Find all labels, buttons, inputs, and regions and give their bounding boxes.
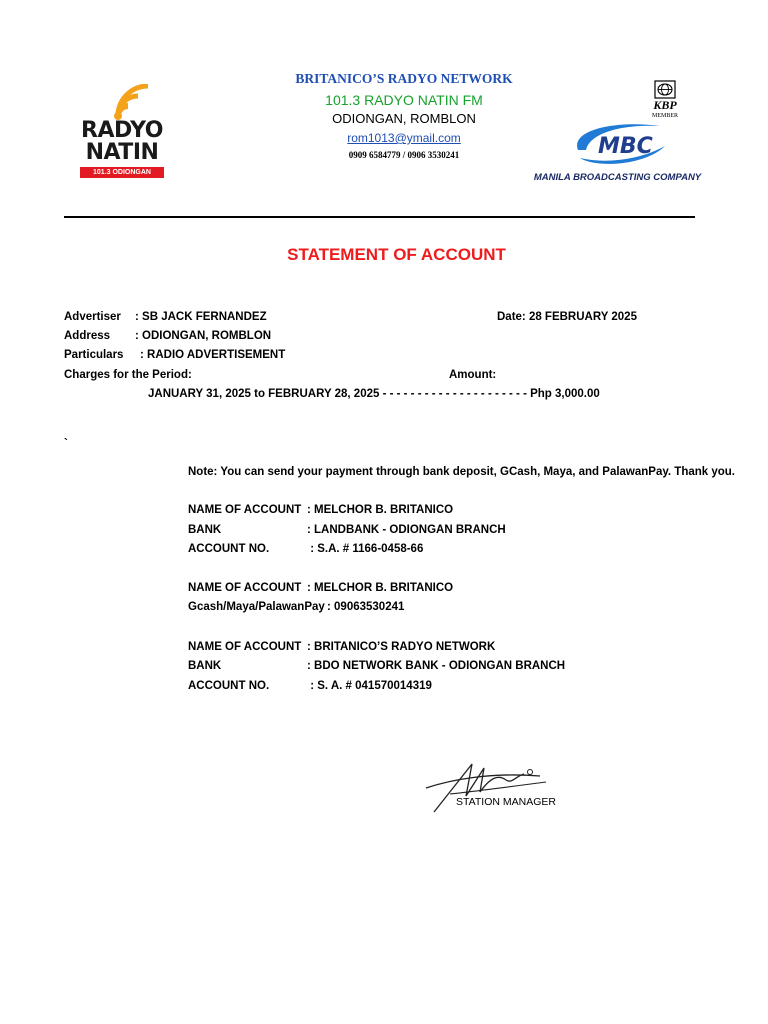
- kbp-member-caption: MEMBER: [651, 113, 678, 119]
- advertiser-value: : SB JACK FERNANDEZ: [135, 311, 267, 323]
- address-value: : ODIONGAN, ROMBLON: [135, 330, 272, 342]
- account-label: ACCOUNT NO.: [188, 543, 270, 555]
- signatory-title: STATION MANAGER: [456, 796, 556, 808]
- amount-label: Amount:: [449, 369, 497, 381]
- network-name: BRITANICO’S RADYO NETWORK: [295, 71, 513, 86]
- account-label: Gcash/Maya/PalawanPay: [188, 601, 325, 613]
- document-title: STATEMENT OF ACCOUNT: [287, 245, 506, 264]
- account-value: : MELCHOR B. BRITANICO: [307, 582, 454, 594]
- account-label: BANK: [188, 524, 222, 536]
- station-location: ODIONGAN, ROMBLON: [332, 111, 476, 126]
- header-divider: [64, 216, 695, 218]
- email-link[interactable]: rom1013@ymail.com: [347, 131, 461, 145]
- mbc-text: MBC: [598, 134, 653, 159]
- stray-mark: `: [64, 438, 68, 450]
- account-value: : MELCHOR B. BRITANICO: [307, 504, 454, 516]
- payment-note: Note: You can send your payment through bank deposit, GCash, Maya, and PalawanPay. Thank you.: [188, 466, 735, 478]
- charges-label: Charges for the Period:: [64, 369, 192, 381]
- account-value: : BDO NETWORK BANK - ODIONGAN BRANCH: [307, 660, 566, 672]
- account-label: NAME OF ACCOUNT: [188, 582, 302, 594]
- date-text: Date: 28 FEBRUARY 2025: [497, 311, 637, 323]
- account-label: ACCOUNT NO.: [188, 680, 270, 692]
- logo-text-natin: NATIN: [85, 140, 159, 165]
- station-name: 101.3 RADYO NATIN FM: [325, 92, 483, 108]
- account-label: NAME OF ACCOUNT: [188, 504, 302, 516]
- mbc-caption: MANILA BROADCASTING COMPANY: [533, 172, 702, 183]
- account-label: BANK: [188, 660, 222, 672]
- account-value: : S. A. # 041570014319: [307, 680, 432, 692]
- logo-frequency-band: 101.3 ODIONGAN: [80, 167, 164, 178]
- kbp-text: KBP: [653, 98, 677, 112]
- phone-numbers: 0909 6584779 / 0906 3530241: [348, 150, 460, 160]
- address-label: Address: [64, 330, 111, 342]
- account-value: : BRITANICO’S RADYO NETWORK: [307, 641, 496, 653]
- account-value: : 09063530241: [327, 601, 405, 613]
- particulars-value: : RADIO ADVERTISEMENT: [140, 349, 286, 361]
- advertiser-label: Advertiser: [64, 311, 121, 323]
- period-amount-line: JANUARY 31, 2025 to FEBRUARY 28, 2025 - - - - - - - - - - - - - - - - - - - - - Php 3,000.00: [148, 388, 600, 400]
- logo-text-radyo: RADYO: [81, 118, 163, 143]
- account-value: : LANDBANK - ODIONGAN BRANCH: [307, 524, 506, 536]
- account-value: : S.A. # 1166-0458-66: [307, 543, 424, 555]
- particulars-label: Particulars: [64, 349, 124, 361]
- account-label: NAME OF ACCOUNT: [188, 641, 302, 653]
